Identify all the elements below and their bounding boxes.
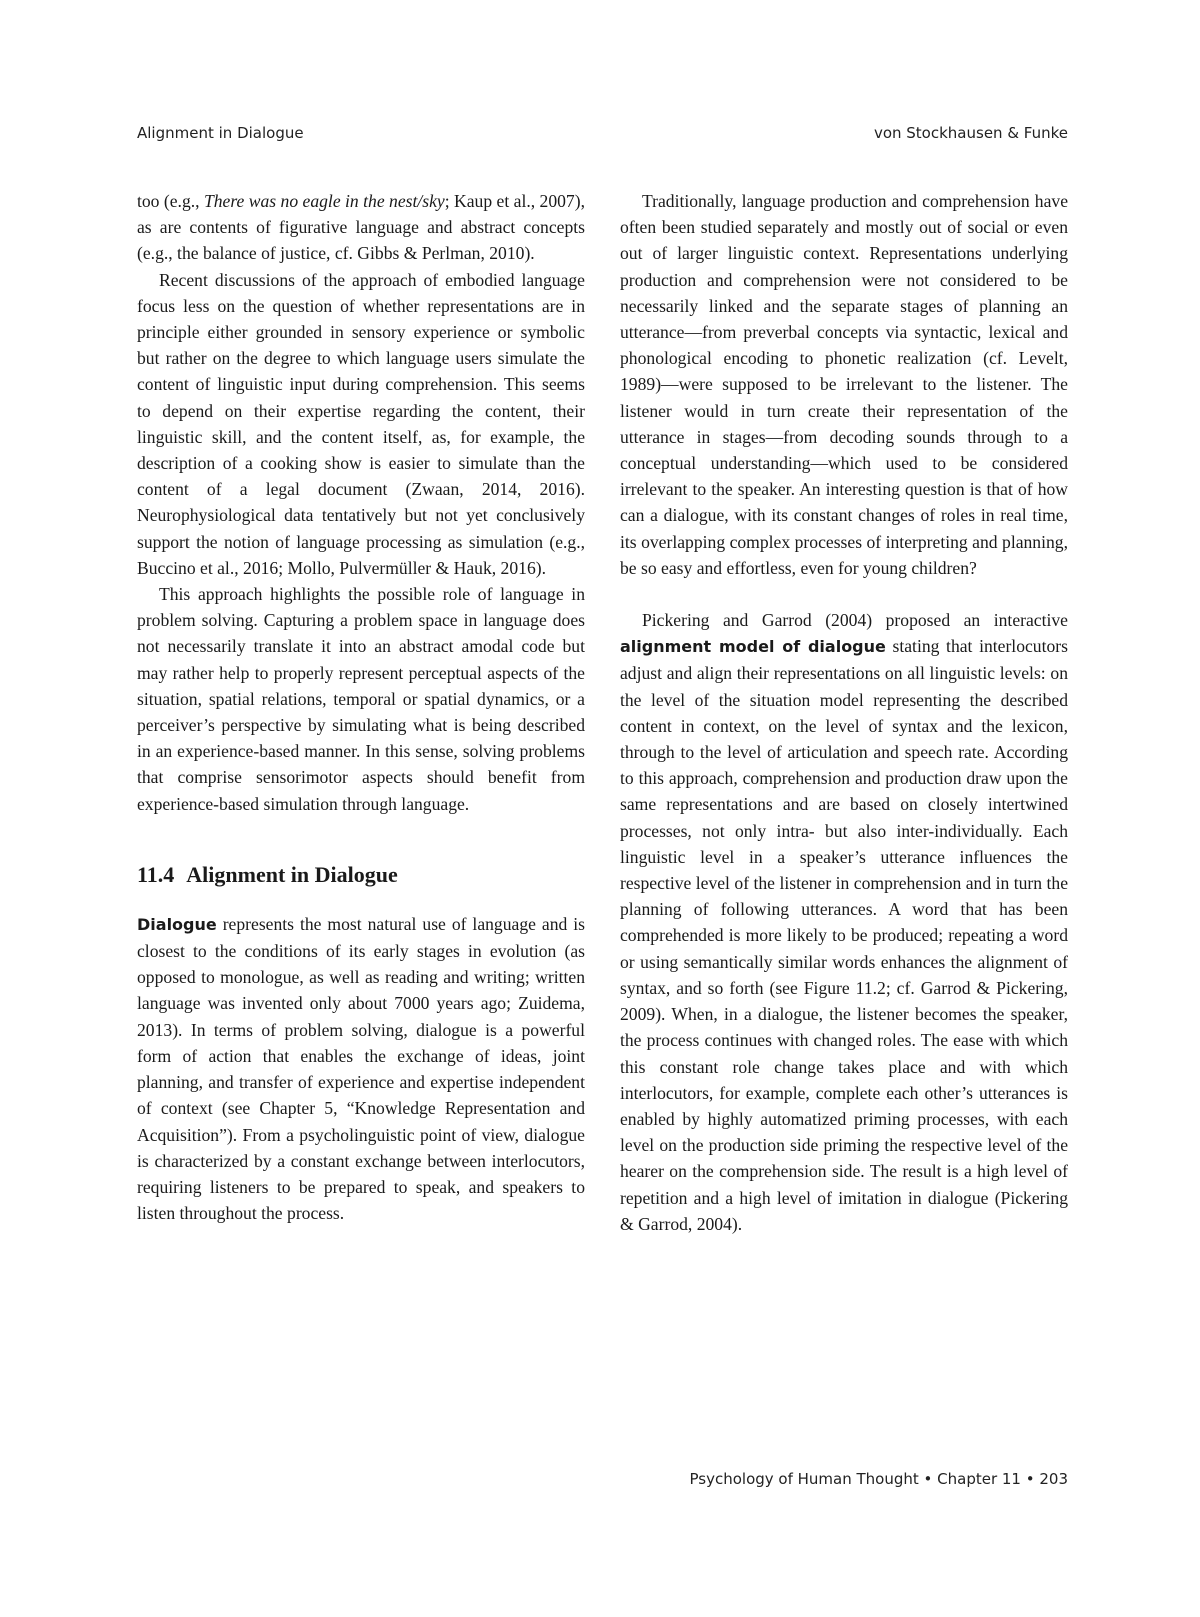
example-sentence: There was no eagle in the nest/sky [203,191,445,211]
paragraph-alignment-model [620,607,1068,1237]
paragraph-text: ; Kaup et al., 2007), as are contents of figurative language and abstract concepts (e.g., the balance of justice, cf. Gibbs & Perlman, 2010). [137,191,585,264]
key-term: alignment model of dialogue [620,637,886,657]
right-column [620,188,1068,1237]
left-column [137,188,585,1226]
section-number: 11.4 [137,861,175,887]
paragraph-text: Pickering and Garrod (2004) proposed an interactive [642,610,1068,631]
key-term: Dialogue [137,914,217,934]
running-header-title: Alignment in Dialogue [137,124,304,142]
paragraph-text: too (e.g., [137,191,204,211]
running-header-authors: von Stockhausen & Funke [873,124,1068,142]
paragraph-text: represents the most natural use of language and is closest to the conditions of its early stages in evolution (as opposed to monologue, as well as reading and writing; written language was invented only about 7000 years ago; Zuidema, 2013). In terms of problem solving, dialogue is a powerful form of action that enables the exchange of ideas, joint planning, and transfer of experience and expertise independent of context (see Chapter 5, “Knowledge Representation and Acquisition”). From a psycholinguistic point of view, dialogue is characterized by a constant exchange between interlocutors, requiring listeners to be prepared to speak, and speakers to listen throughout the process. [137,913,585,1224]
paragraph-text: stating that interlocutors adjust and align their representations on all linguistic levels: on the level of the situation model representing the described content in context, on the level of syntax and the lexicon, through to the level of articulation and speech rate. According to this approach, comprehension and production draw upon the same representations and are based on closely intertwined processes, not only intra- but also inter-individually. Each linguistic level in a speaker’s utterance influences the respective level of the listener in comprehension and in turn the planning of following utterances. A word that has been comprehended is more likely to be produced; repeating a word or using semantically similar words enhances the alignment of syntax, and so forth (see Figure 11.2; cf. Garrod & Pickering, 2009). When, in a dialogue, the listener becomes the speaker, the process continues with changed roles. The ease with which this constant role change takes place and with which interlocutors, for example, complete each other’s utterances is enabled by highly automatized priming processes, with each level on the production side priming the respective level of the hearer on the comprehension side. The result is a high level of repetition and a high level of imitation in dialogue (Pickering & Garrod, 2004). [620,636,1068,1234]
paragraph-embodied-language: Recent discussions of the approach of embodied language focus less on the question of whether representations are in principle either grounded in sensory experience or symbolic but rather on the degree to which language users simulate the content of linguistic input during comprehension. This seems to depend on their expertise regarding the content, their linguistic skill, and the content itself, as, for example, the description of a cooking show is easier to simulate than the content of a legal document (Zwaan, 2014, 2016). Neurophysiological data tentatively but not yet conclusively support the notion of language processing as simulation (e.g., Buccino et al., 2016; Mollo, Pulvermüller & Hauk, 2016). [137,269,585,578]
paragraph-figurative-language [137,188,585,267]
paragraph-problem-solving: This approach highlights the possible role of language in problem solving. Capturing a problem space in language does not necessarily translate it into an abstract amodal code but may rather help to properly represent perceptual aspects of the situation, spatial relations, temporal or spatial dynamics, or a perceiver’s perspective by simulating what is being described in an experience-based manner. In this sense, solving problems that comprise sensorimotor aspects should benefit from experience-based simulation through language. [137,584,585,814]
section-heading [137,861,585,889]
paragraph-dialogue [137,911,585,1226]
section-title: Alignment in Dialogue [186,861,398,887]
page-footer: Psychology of Human Thought • Chapter 11 • 203 [689,1470,1068,1488]
paragraph-production-comprehension: Traditionally, language production and comprehension have often been studied separately and mostly out of social or even out of larger linguistic context. Representations underlying production and comprehension were not considered to be necessarily linked and the separate stages of planning an utterance—from preverbal concepts via syntactic, lexical and phonological encoding to phonetic realization (cf. Levelt, 1989)—were supposed to be irrelevant to the listener. The listener would in turn create their representation of the utterance in stages—from decoding sounds through to a conceptual understanding—which used to be considered irrelevant to the speaker. An interesting question is that of how can a dialogue, with its constant changes of roles in real time, its overlapping complex processes of interpreting and planning, be so easy and effortless, even for young children? [620,191,1068,578]
